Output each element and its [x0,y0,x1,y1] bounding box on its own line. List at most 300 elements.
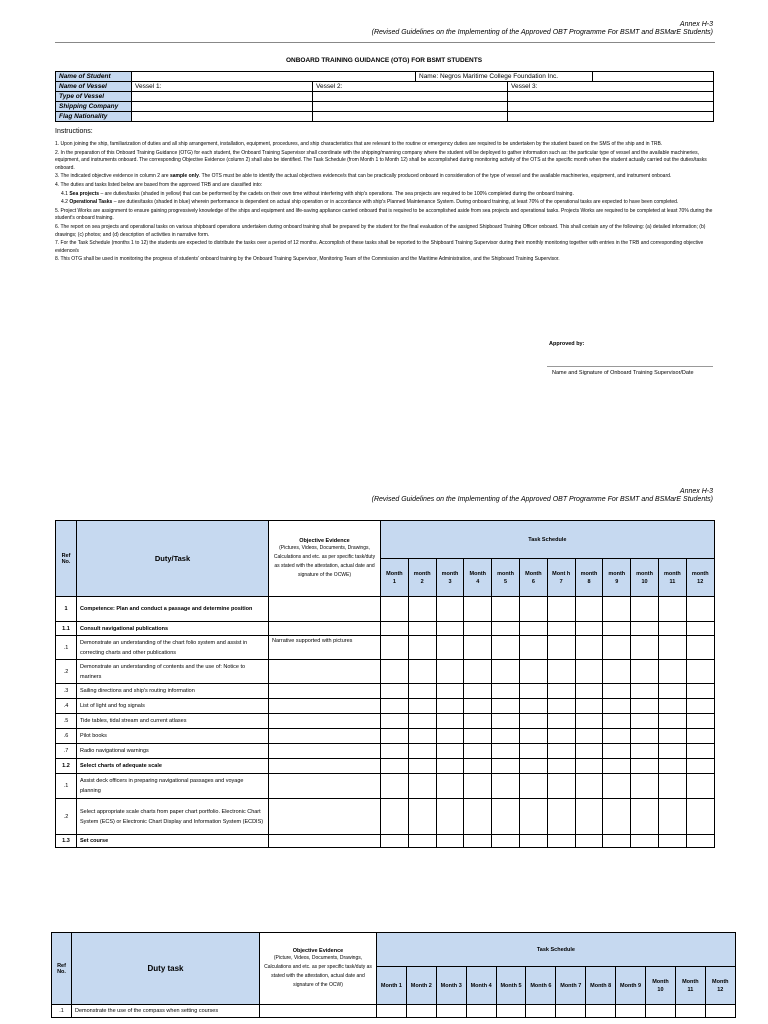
shipping-company-cell-1[interactable] [132,102,313,112]
schedule-cell[interactable] [675,1005,705,1018]
schedule-cell[interactable] [686,622,714,636]
ref-cell: 1 [56,597,77,622]
evidence-cell[interactable] [269,597,381,622]
ref-cell: 1.3 [56,835,77,848]
schedule-cell[interactable] [496,1005,526,1018]
ref-cell: .4 [56,699,77,714]
schedule-cell[interactable] [658,714,686,729]
schedule-cell[interactable] [603,759,631,774]
month-header: month 5 [492,559,520,597]
schedule-cell[interactable] [631,759,659,774]
table-row [56,597,715,622]
task-cell: Demonstrate an understanding of the chart folio system and assist in correcting charts and other publications [77,636,269,660]
month-header: Month 6 [526,967,556,1005]
schedule-cell[interactable] [492,699,520,714]
schedule-cell[interactable] [381,774,409,799]
schedule-cell[interactable] [616,1005,646,1018]
schedule-cell[interactable] [686,684,714,699]
month-header: Month 12 [705,967,735,1005]
task-cell: List of light and fog signals [77,699,269,714]
schedule-cell[interactable] [436,684,464,699]
schedule-cell[interactable] [631,744,659,759]
schedule-cell[interactable] [575,597,603,622]
table-row [56,774,715,799]
schedule-cell[interactable] [519,597,547,622]
schedule-cell[interactable] [519,744,547,759]
schedule-cell[interactable] [575,799,603,835]
schedule-cell[interactable] [408,729,436,744]
header-divider [55,42,715,43]
schedule-cell[interactable] [686,744,714,759]
ref-cell: .2 [56,660,77,684]
table-row [56,729,715,744]
objective-evidence-desc: (Picture, Videos, Documents, Drawings, Calculations and etc. as per specific task/duty as stated with the attestation, actual date and signature of the OCW) [264,954,372,988]
schedule-cell[interactable] [436,1005,466,1018]
schedule-cell[interactable] [519,622,547,636]
instruction-4-1: 4.1 Sea projects – are duties/tasks (shaded in yellow) that can be performed by the cadets on their own time without interfering with ship's operations. The sea projects are required to be 100% completed during the onboard training. [61,190,574,197]
duty-task-table [55,520,715,848]
schedule-cell[interactable] [603,799,631,835]
schedule-cell[interactable] [492,759,520,774]
schedule-cell[interactable] [408,636,436,660]
schedule-cell[interactable] [381,684,409,699]
schedule-cell[interactable] [547,729,575,744]
shipping-company-cell-3[interactable] [508,102,714,112]
schedule-cell[interactable] [575,835,603,848]
schedule-cell[interactable] [519,759,547,774]
schedule-cell[interactable] [408,799,436,835]
vessel-1-cell[interactable]: Vessel 1: [132,82,313,92]
schedule-cell[interactable] [575,759,603,774]
schedule-cell[interactable] [686,835,714,848]
schedule-cell[interactable] [436,636,464,660]
task-cell: Tide tables, tidal stream and current atlases [77,714,269,729]
schedule-cell[interactable] [381,759,409,774]
schedule-cell[interactable] [575,699,603,714]
schedule-cell[interactable] [492,835,520,848]
schedule-cell[interactable] [492,622,520,636]
evidence-cell[interactable] [269,699,381,714]
duty-task-table-2 [51,932,736,1018]
schedule-cell[interactable] [575,744,603,759]
month-header: Mont h 7 [547,559,575,597]
ref-cell: .1 [56,774,77,799]
schedule-cell[interactable] [492,799,520,835]
evidence-cell[interactable] [269,729,381,744]
schedule-cell[interactable] [408,597,436,622]
schedule-cell[interactable] [603,684,631,699]
instruction-3: 3. The indicated objective evidence in column 2 are sample only. The OTS must be able to identify the actual objectives evidence/s that can be practically produced onboard in consideration of the type of vessel and the available machineries, equipment, and instrument onboard. [55,173,672,180]
evidence-cell[interactable] [269,759,381,774]
shipping-company-cell-2[interactable] [313,102,508,112]
task-cell: Select charts of adequate scale [77,759,269,774]
student-info-table [55,71,714,122]
schedule-cell[interactable] [381,799,409,835]
schedule-cell[interactable] [631,660,659,684]
schedule-cell[interactable] [547,835,575,848]
ref-cell: .1 [56,636,77,660]
month-header: Month 2 [406,967,436,1005]
schedule-cell[interactable] [436,699,464,714]
schedule-cell[interactable] [631,799,659,835]
schedule-cell[interactable] [464,660,492,684]
schedule-cell[interactable] [705,1005,735,1018]
table-row [56,759,715,774]
instruction-1: 1. Upon joining the ship, familiarization of duties and all ship arrangement, installation, equipment, procedures, and ship characteristics that are relevant to the routine or emergency duties are required to be undertaken by the student based on the SMS of the ship and in TRB. [55,141,663,147]
schedule-cell[interactable] [547,714,575,729]
table-row [56,699,715,714]
table-row [56,622,715,636]
schedule-cell[interactable] [658,636,686,660]
schedule-cell[interactable] [436,835,464,848]
month-header: month 9 [603,559,631,597]
task-cell: Select appropriate scale charts from paper chart portfolio. Electronic Chart System (ECS) or Electronic Chart Display and Information System (ECDIS) [77,799,269,835]
ref-no-header: Ref No. [56,521,77,597]
type-of-vessel-cell-2[interactable] [313,92,508,102]
ref-cell: 1.1 [56,622,77,636]
objective-evidence-header [260,933,377,1005]
schedule-cell[interactable] [658,835,686,848]
schedule-cell[interactable] [381,699,409,714]
instruction-4-2: 4.2 Operational Tasks – are duties/tasks (shaded in blue) wherein performance is dependent on actual ship operation or in accordance with ship's Planned Maintenance System. During onboard training, at least 70% of the operational tasks are expected to have been completed. [61,199,679,206]
schedule-cell[interactable] [464,759,492,774]
task-cell: Sailing directions and ship's routing information [77,684,269,699]
name-of-student-label: Name of Student [56,72,132,82]
schedule-cell[interactable] [381,835,409,848]
schedule-cell[interactable] [603,714,631,729]
schedule-cell[interactable] [547,636,575,660]
evidence-cell[interactable] [260,1005,377,1018]
schedule-cell[interactable] [631,636,659,660]
annex-label: Annex H-3 [679,21,713,28]
schedule-cell[interactable] [646,1005,676,1018]
schedule-cell[interactable] [547,597,575,622]
table-row [56,835,715,848]
month-header: Month 6 [519,559,547,597]
month-header: month 11 [658,559,686,597]
type-of-vessel-cell-1[interactable] [132,92,313,102]
schedule-cell[interactable] [464,835,492,848]
schedule-cell[interactable] [464,744,492,759]
evidence-cell[interactable] [269,622,381,636]
schedule-cell[interactable] [631,597,659,622]
schedule-cell[interactable] [436,597,464,622]
evidence-cell[interactable] [269,660,381,684]
schedule-cell[interactable] [464,729,492,744]
task-cell: Pilot books [77,729,269,744]
schedule-cell[interactable] [408,759,436,774]
schedule-cell[interactable] [466,1005,496,1018]
schedule-cell[interactable] [603,744,631,759]
ref-cell: .6 [56,729,77,744]
table-row [56,660,715,684]
schedule-cell[interactable] [381,714,409,729]
task-cell: Consult navigational publications [77,622,269,636]
schedule-cell[interactable] [464,636,492,660]
evidence-cell[interactable] [269,774,381,799]
task-schedule-header: Task Schedule [377,933,736,967]
schedule-cell[interactable] [631,684,659,699]
schedule-cell[interactable] [436,622,464,636]
schedule-cell[interactable] [547,774,575,799]
schedule-cell[interactable] [631,622,659,636]
schedule-cell[interactable] [575,636,603,660]
task-cell: Radio navigational warnings [77,744,269,759]
approved-by-label: Approved by: [549,341,585,347]
schedule-cell[interactable] [686,729,714,744]
vessel-3-cell[interactable]: Vessel 3: [508,82,714,92]
evidence-cell[interactable] [269,714,381,729]
schedule-cell[interactable] [464,699,492,714]
month-header: Month 4 [464,559,492,597]
month-header: Month 7 [556,967,586,1005]
task-cell: Demonstrate the use of the compass when setting courses [72,1005,260,1018]
ref-cell: .7 [56,744,77,759]
annex-header [372,21,713,37]
vessel-2-cell[interactable]: Vessel 2: [313,82,508,92]
schedule-cell[interactable] [436,799,464,835]
schedule-cell[interactable] [492,729,520,744]
schedule-cell[interactable] [381,729,409,744]
annex-header-page-2 [372,488,713,504]
schedule-cell[interactable] [436,729,464,744]
schedule-cell[interactable] [686,714,714,729]
schedule-cell[interactable] [658,799,686,835]
school-name: Name: Negros Maritime College Foundation Inc. [415,72,593,81]
schedule-cell[interactable] [408,835,436,848]
schedule-cell[interactable] [406,1005,436,1018]
schedule-cell[interactable] [658,597,686,622]
month-header: Month 3 [436,967,466,1005]
schedule-cell[interactable] [464,774,492,799]
evidence-cell[interactable] [269,684,381,699]
signature-label: Name and Signature of Onboard Training Supervisor/Date [552,370,694,376]
schedule-cell[interactable] [547,684,575,699]
flag-nationality-cell-1[interactable] [132,112,313,122]
schedule-cell[interactable] [575,684,603,699]
signature-line [547,366,713,367]
duty-task-header: Duty/Task [77,521,269,597]
schedule-cell[interactable] [519,636,547,660]
type-of-vessel-label: Type of Vessel [56,92,132,102]
month-header: Month 10 [646,967,676,1005]
schedule-cell[interactable] [464,714,492,729]
task-cell: Competence: Plan and conduct a passage and determine position [77,597,269,622]
month-header: Month 4 [466,967,496,1005]
instruction-7: 7. For the Task Schedule (months 1 to 12) the students are expected to distribute the tasks over a period of 12 months. Accomplish of these tasks shall be reported to the Shipboard Training Supervisor during their monthly monitoring together with entries in the TRB and corresponding objective evidence/s [55,240,704,254]
schedule-cell[interactable] [603,699,631,714]
type-of-vessel-cell-3[interactable] [508,92,714,102]
schedule-cell[interactable] [686,699,714,714]
student-name-cell[interactable] [132,72,714,82]
objective-evidence-title: Objective Evidence [292,947,344,954]
name-of-vessel-label: Name of Vessel [56,82,132,92]
task-schedule-header: Task Schedule [381,521,715,559]
schedule-cell[interactable] [381,597,409,622]
table-row [52,1005,736,1018]
table-row [56,799,715,835]
schedule-cell[interactable] [464,684,492,699]
month-header: Month 11 [675,967,705,1005]
task-cell: Set course [77,835,269,848]
schedule-cell[interactable] [381,744,409,759]
task-cell: Assist deck officers in preparing navigational passages and voyage planning [77,774,269,799]
ref-no-header: Ref No. [52,933,72,1005]
schedule-cell[interactable] [464,597,492,622]
schedule-cell[interactable] [603,835,631,848]
month-header: Month 9 [616,967,646,1005]
schedule-cell[interactable] [631,729,659,744]
schedule-cell[interactable] [408,699,436,714]
schedule-cell[interactable] [526,1005,556,1018]
schedule-cell[interactable] [603,622,631,636]
schedule-cell[interactable] [492,744,520,759]
schedule-cell[interactable] [547,660,575,684]
schedule-cell[interactable] [464,799,492,835]
month-header: Month 1 [381,559,409,597]
month-header: month 12 [686,559,714,597]
schedule-cell[interactable] [658,622,686,636]
schedule-cell[interactable] [658,660,686,684]
schedule-cell[interactable] [492,774,520,799]
schedule-cell[interactable] [586,1005,616,1018]
schedule-cell[interactable] [547,799,575,835]
schedule-cell[interactable] [408,714,436,729]
annex-subtitle: (Revised Guidelines on the Implementing of the Approved OBT Programme For BSMT and BSMarE Students) [371,496,713,503]
schedule-cell[interactable] [631,774,659,799]
evidence-cell[interactable] [269,835,381,848]
shipping-company-label: Shipping Company [56,102,132,112]
schedule-cell[interactable] [658,729,686,744]
schedule-cell[interactable] [658,699,686,714]
instructions-body [55,141,715,265]
schedule-cell[interactable] [575,774,603,799]
instructions-heading: Instructions: [55,128,93,135]
flag-nationality-cell-3[interactable] [508,112,714,122]
schedule-cell[interactable] [492,684,520,699]
schedule-cell[interactable] [381,660,409,684]
schedule-cell[interactable] [686,774,714,799]
annex-label: Annex H-3 [679,488,713,495]
evidence-cell[interactable] [269,744,381,759]
month-header: month 3 [436,559,464,597]
table-row [56,744,715,759]
schedule-cell[interactable] [556,1005,586,1018]
schedule-cell[interactable] [408,774,436,799]
schedule-cell[interactable] [492,660,520,684]
schedule-cell[interactable] [436,660,464,684]
schedule-cell[interactable] [381,622,409,636]
schedule-cell[interactable] [519,799,547,835]
schedule-cell[interactable] [408,684,436,699]
schedule-cell[interactable] [575,622,603,636]
schedule-cell[interactable] [686,597,714,622]
ref-cell: .5 [56,714,77,729]
annex-subtitle: (Revised Guidelines on the Implementing of the Approved OBT Programme For BSMT and BSMarE Students) [371,29,713,36]
schedule-cell[interactable] [686,636,714,660]
objective-evidence-title: Objective Evidence [299,537,350,544]
schedule-cell[interactable] [658,744,686,759]
month-header: month 2 [408,559,436,597]
table-row [56,636,715,660]
schedule-cell[interactable] [519,699,547,714]
schedule-cell[interactable] [519,660,547,684]
month-header: month 8 [575,559,603,597]
schedule-cell[interactable] [436,714,464,729]
schedule-cell[interactable] [436,759,464,774]
schedule-cell[interactable] [547,699,575,714]
schedule-cell[interactable] [519,835,547,848]
ref-cell: .2 [56,799,77,835]
schedule-cell[interactable] [547,759,575,774]
schedule-cell[interactable] [408,622,436,636]
evidence-cell[interactable]: Narrative supported with pictures [269,636,381,660]
schedule-cell[interactable] [575,729,603,744]
schedule-cell[interactable] [377,1005,407,1018]
schedule-cell[interactable] [631,699,659,714]
schedule-cell[interactable] [519,729,547,744]
schedule-cell[interactable] [492,636,520,660]
schedule-cell[interactable] [492,597,520,622]
schedule-cell[interactable] [519,774,547,799]
form-title: ONBOARD TRAINING GUIDANCE (OTG) FOR BSMT STUDENTS [285,57,483,64]
flag-nationality-label: Flag Nationality [56,112,132,122]
schedule-cell[interactable] [603,636,631,660]
schedule-cell[interactable] [547,744,575,759]
instruction-8: 8. This OTG shall be used in monitoring the progress of students' onboard training by the Onboard Training Supervisor, Monitoring Team of the Commission and the Maritime Administration, and the Shipboard Training Supervisor. [55,256,560,263]
schedule-cell[interactable] [603,729,631,744]
evidence-cell[interactable] [269,799,381,835]
schedule-cell[interactable] [408,744,436,759]
schedule-cell[interactable] [658,774,686,799]
ref-cell: 1.2 [56,759,77,774]
flag-nationality-cell-2[interactable] [313,112,508,122]
schedule-cell[interactable] [603,774,631,799]
table-row [56,714,715,729]
instruction-2: 2. In the preparation of this Onboard Training Guidance (OTG) for each student, the Onboard Training Supervisor shall coordinate with the shipping/manning company where the student will be deployed to gather information such as: the particular type of vessel and the available machineries, equipment, and instruments onboard. The corresponding Objective Evidence (column 2) shall also be identified. The Task Schedule (from Month 1 to Month 12) shall be accomplished during monitoring activity of the OTS at the specific month when the student actually carried out the duties/tasks onboard. [55,149,707,171]
schedule-cell[interactable] [603,597,631,622]
schedule-cell[interactable] [464,622,492,636]
month-header: Month 1 [377,967,407,1005]
schedule-cell[interactable] [631,835,659,848]
schedule-cell[interactable] [658,684,686,699]
schedule-cell[interactable] [575,714,603,729]
schedule-cell[interactable] [381,636,409,660]
schedule-cell[interactable] [603,660,631,684]
schedule-cell[interactable] [519,714,547,729]
schedule-cell[interactable] [575,660,603,684]
instruction-4: 4. The duties and tasks listed below are based from the approved TRB and are classified into: [55,181,263,188]
schedule-cell[interactable] [436,744,464,759]
schedule-cell[interactable] [519,684,547,699]
schedule-cell[interactable] [658,759,686,774]
schedule-cell[interactable] [686,660,714,684]
ref-cell: .1 [52,1005,72,1018]
table-row [56,684,715,699]
schedule-cell[interactable] [631,714,659,729]
schedule-cell[interactable] [686,799,714,835]
schedule-cell[interactable] [436,774,464,799]
instruction-6: 6. The report on sea projects and operational tasks on various shipboard operations undertaken during onboard training shall be prepared by the student for the final evaluation of the assigned Shipboard Training Officer onboard. This shall contain any of the following: (a) detailed information; (b) drawings; (c) photos; and (d) description of activities in narrative form. [55,224,706,238]
schedule-cell[interactable] [686,759,714,774]
objective-evidence-header [269,521,381,597]
objective-evidence-desc: (Pictures, Videos, Documents, Drawings, Calculations and etc. as per specific task/duty as stated with the attestation, actual date and signature of the OCWE) [273,544,376,578]
schedule-cell[interactable] [408,660,436,684]
schedule-cell[interactable] [547,622,575,636]
schedule-cell[interactable] [492,714,520,729]
month-header: month 10 [631,559,659,597]
instruction-5: 5. Project Works are assignment to ensure gaining progressively knowledge of the ships and equipment and life-saving appliance carried onboard that is required to be accomplished aside from sea projects and operational tasks. Projects Works are required to be completed at least 70% during the student's onboard training. [55,208,713,222]
